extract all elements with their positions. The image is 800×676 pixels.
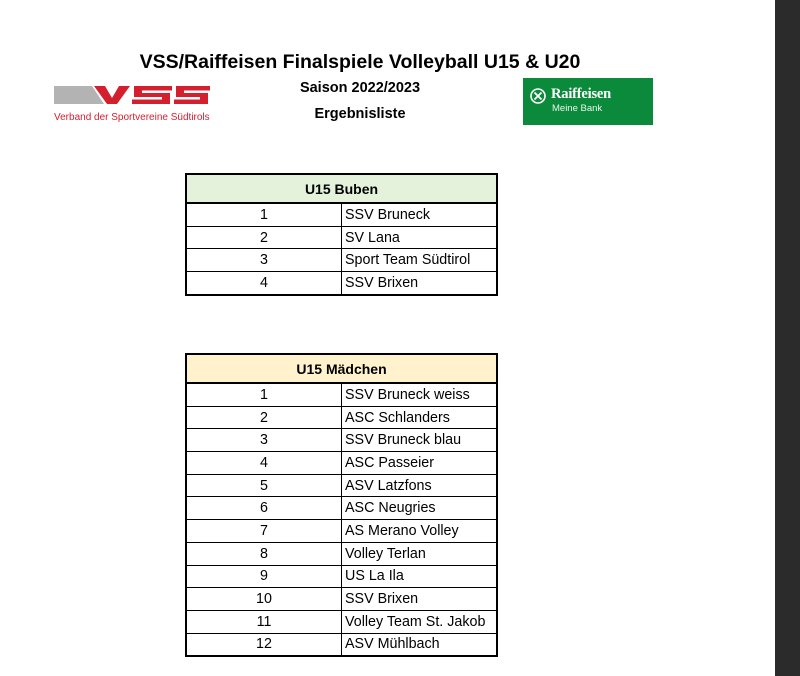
table-row — [186, 474, 497, 497]
table-header-row — [186, 354, 497, 383]
rank-cell: 5 — [186, 474, 342, 497]
team-cell: Sport Team Südtirol — [342, 249, 498, 272]
team-cell: Volley Terlan — [342, 542, 498, 565]
table-row — [186, 272, 497, 295]
team-cell: SSV Brixen — [342, 272, 498, 295]
team-cell: SV Lana — [342, 226, 498, 249]
team-cell: ASV Mühlbach — [342, 633, 498, 656]
table-row — [186, 542, 497, 565]
table-row — [186, 610, 497, 633]
raiffeisen-logo — [523, 78, 653, 125]
rank-cell: 3 — [186, 429, 342, 452]
table-row — [186, 249, 497, 272]
rank-cell: 1 — [186, 383, 342, 406]
results-table-u15-buben — [185, 173, 498, 296]
table-category-header: U15 Buben — [186, 174, 497, 203]
team-cell: SSV Bruneck weiss — [342, 383, 498, 406]
team-cell: SSV Brixen — [342, 588, 498, 611]
results-list-label: Ergebnisliste — [314, 106, 406, 122]
rank-cell: 7 — [186, 520, 342, 543]
viewer-background-edge — [775, 0, 800, 676]
table-row — [186, 497, 497, 520]
rank-cell: 2 — [186, 226, 342, 249]
document-title: VSS/Raiffeisen Finalspiele Volleyball U15 & U20 — [139, 51, 581, 73]
rank-cell: 4 — [186, 272, 342, 295]
table-row — [186, 429, 497, 452]
table-row — [186, 633, 497, 656]
team-cell: SSV Bruneck — [342, 203, 498, 226]
table-row — [186, 565, 497, 588]
table-category-header: U15 Mädchen — [186, 354, 497, 383]
table-row — [186, 406, 497, 429]
raiffeisen-gable-cross-icon — [530, 88, 546, 104]
rank-cell: 4 — [186, 452, 342, 475]
table-row — [186, 383, 497, 406]
raiffeisen-slogan: Meine Bank — [552, 103, 603, 114]
table-row — [186, 203, 497, 226]
table-row — [186, 520, 497, 543]
team-cell: US La Ila — [342, 565, 498, 588]
table-row — [186, 588, 497, 611]
team-cell: ASC Schlanders — [342, 406, 498, 429]
rank-cell: 8 — [186, 542, 342, 565]
rank-cell: 10 — [186, 588, 342, 611]
vss-tagline: Verband der Sportvereine Südtirols — [54, 112, 210, 123]
rank-cell: 11 — [186, 610, 342, 633]
raiffeisen-name: Raiffeisen — [551, 86, 612, 102]
team-cell: SSV Bruneck blau — [342, 429, 498, 452]
team-cell: AS Merano Volley — [342, 520, 498, 543]
rank-cell: 12 — [186, 633, 342, 656]
results-table-u15-maedchen — [185, 353, 498, 657]
team-cell: Volley Team St. Jakob — [342, 610, 498, 633]
rank-cell: 3 — [186, 249, 342, 272]
rank-cell: 1 — [186, 203, 342, 226]
rank-cell: 6 — [186, 497, 342, 520]
team-cell: ASV Latzfons — [342, 474, 498, 497]
rank-cell: 2 — [186, 406, 342, 429]
rank-cell: 9 — [186, 565, 342, 588]
team-cell: ASC Neugries — [342, 497, 498, 520]
team-cell: ASC Passeier — [342, 452, 498, 475]
table-header-row — [186, 174, 497, 203]
table-row — [186, 226, 497, 249]
table-row — [186, 452, 497, 475]
season-label: Saison 2022/2023 — [299, 80, 421, 96]
